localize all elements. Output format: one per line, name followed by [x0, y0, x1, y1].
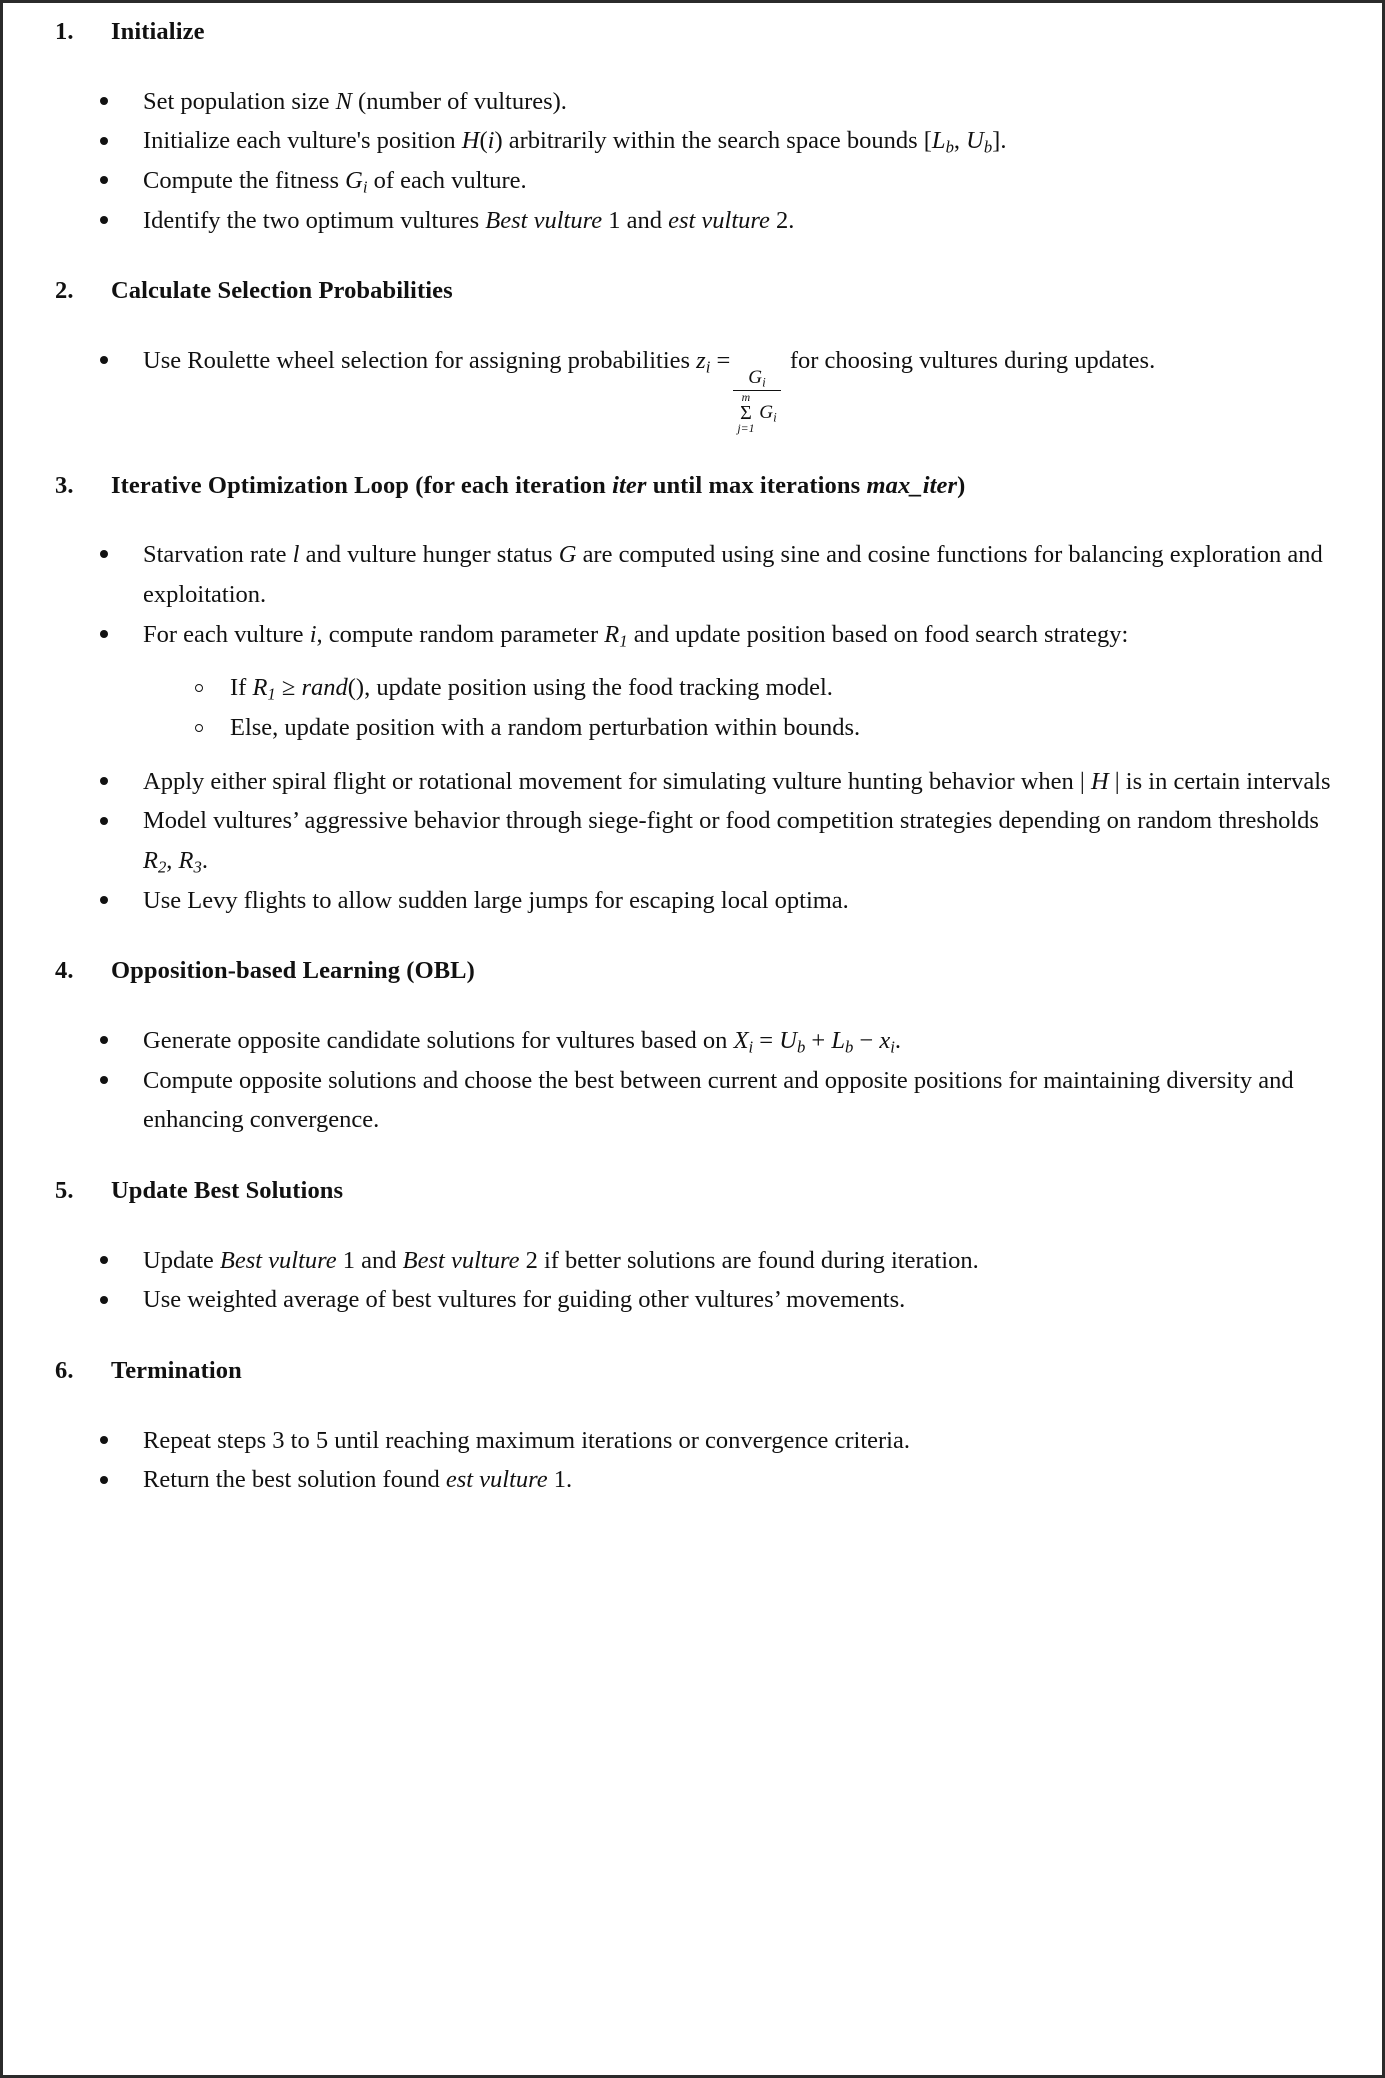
list-item: [55, 708, 1360, 748]
step-2-title: Calculate Selection Probabilities: [111, 277, 453, 305]
step-5-title: Update Best Solutions: [111, 1177, 344, 1205]
step-6-number: 6.: [55, 1357, 74, 1385]
step-3-title: Iterative Optimization Loop (for each iteration iter until max iterations max_iter): [111, 471, 966, 499]
formula-lead: Use Roulette wheel selection for assigning probabilities: [143, 347, 697, 374]
step-1-number: 1.: [55, 18, 74, 45]
sub-bullet-text: Else, update position with a random perturbation within bounds.: [230, 714, 861, 742]
step-4-number: 4.: [55, 957, 74, 985]
step-5-number: 5.: [55, 1177, 74, 1205]
bullet-text: Initialize each vulture's position H(i) arbitrarily within the search space bounds [$L_b$, $U_b$].: [143, 127, 1007, 157]
bullet-dot-icon: [100, 216, 108, 224]
list-item: [55, 201, 1360, 241]
spacer: [55, 240, 1360, 276]
step-5-bullet-list: [55, 1241, 1360, 1320]
spacer: [55, 1207, 1360, 1241]
step-6-heading: [55, 1356, 1360, 1387]
bullet-text: Identify the two optimum vultures Best vulture 1 and est vulture 2.: [143, 206, 795, 234]
step-6-termination: [55, 1356, 1360, 1500]
list-item: [55, 535, 1360, 614]
bullet-dot-icon: [100, 1436, 108, 1444]
step-5-update-best-solutions: [55, 1176, 1360, 1320]
bullet-text: Repeat steps 3 to 5 until reaching maximum iterations or convergence criteria.: [143, 1426, 910, 1454]
list-item: [55, 121, 1360, 161]
bullet-text: Use Roulette wheel selection for assigning probabilities $z_i$ = $G_i$ m Σ j=1 $G_i$ for choosing vultures during updates.: [143, 347, 1156, 435]
bullet-dot-icon: [100, 1476, 108, 1484]
bullet-text: Apply either spiral flight or rotational movement for simulating vulture hunting behavior when | H | is in certain intervals: [143, 767, 1331, 795]
list-item: [55, 668, 1360, 708]
list-item: [55, 1421, 1360, 1461]
bullet-dot-icon: [100, 896, 108, 904]
bullet-text: Set population size N (number of vultures).: [143, 87, 567, 115]
bullet-dot-icon: [100, 356, 108, 364]
list-item: [55, 881, 1360, 921]
spacer: [55, 1140, 1360, 1176]
step-4-opposition-based-learning: [55, 956, 1360, 1140]
list-item: [55, 1061, 1360, 1140]
bullet-text: Use weighted average of best vultures for guiding other vultures’ movements.: [143, 1286, 906, 1314]
spacer: [55, 307, 1360, 341]
step-1-initialize: [55, 17, 1360, 240]
bullet-dot-icon: [100, 1076, 108, 1084]
bullet-text: For each vulture i, compute random parameter $R_1$ and update position based on food search strategy:: [143, 620, 1129, 651]
step-1-heading: [55, 17, 1360, 48]
step-1-bullet-list: [55, 82, 1360, 241]
list-item: [55, 341, 1360, 435]
list-item: [55, 82, 1360, 122]
spacer: [55, 435, 1360, 471]
formula-tail: for choosing vultures during updates.: [783, 347, 1156, 374]
bullet-text: Compute opposite solutions and choose the best between current and opposite positions for maintaining diversity and enhancing convergence.: [143, 1066, 1294, 1134]
bullet-text: Use Levy flights to allow sudden large jumps for escaping local optima.: [143, 886, 849, 914]
bullet-text: Generate opposite candidate solutions for vultures based on $X_i = U_b + L_b - x_i$.: [143, 1027, 902, 1057]
bullet-dot-icon: [100, 550, 108, 558]
sub-bullet-circle-icon: [195, 684, 203, 692]
list-item: [55, 1021, 1360, 1061]
step-4-bullet-list: [55, 1021, 1360, 1140]
bullet-dot-icon: [100, 176, 108, 184]
step-3-heading: [55, 471, 1360, 502]
spacer: [55, 654, 1360, 668]
formula-lhs: $z_i$: [696, 347, 711, 377]
sub-bullet-circle-icon: [195, 724, 203, 732]
step-3-bullet-list: [55, 535, 1360, 654]
step-2-heading: [55, 276, 1360, 307]
spacer: [55, 748, 1360, 762]
bullet-dot-icon: [100, 817, 108, 825]
step-3-number: 3.: [55, 471, 74, 499]
spacer: [55, 48, 1360, 82]
step-1-title: Initialize: [111, 18, 205, 45]
spacer: [55, 1320, 1360, 1356]
step-2-calculate-selection-probabilities: [55, 276, 1360, 434]
list-item: [55, 1241, 1360, 1281]
list-item: [55, 161, 1360, 201]
bullet-text: Update Best vulture 1 and Best vulture 2 if better solutions are found during iteration.: [143, 1246, 979, 1274]
list-item: [55, 1280, 1360, 1320]
bullet-dot-icon: [100, 1296, 108, 1304]
bullet-dot-icon: [100, 777, 108, 785]
step-6-title: Termination: [111, 1357, 242, 1385]
spacer: [55, 920, 1360, 956]
step-3-iterative-optimization-loop: [55, 471, 1360, 921]
spacer: [55, 501, 1360, 535]
step-6-bullet-list: [55, 1421, 1360, 1500]
bullet-text: Model vultures’ aggressive behavior through siege-fight or food competition strategies depending on random thresholds $R_2$, $R_3$.: [143, 807, 1319, 877]
bullet-dot-icon: [100, 1256, 108, 1264]
step-5-heading: [55, 1176, 1360, 1207]
step-2-bullet-list: [55, 341, 1360, 435]
list-item: [55, 1460, 1360, 1500]
bullet-dot-icon: [100, 1036, 108, 1044]
fraction-denominator: m Σ j=1 $G_i$: [737, 389, 777, 435]
step-3-sub-bullet-list: [55, 668, 1360, 747]
step-2-number: 2.: [55, 277, 74, 305]
bullet-text: Return the best solution found est vulture 1.: [143, 1466, 573, 1494]
list-item: [55, 615, 1360, 655]
bullet-dot-icon: [100, 137, 108, 145]
bullet-text: Compute the fitness $G_i$ of each vulture.: [143, 167, 527, 197]
step-3-bullet-list-continued: [55, 762, 1360, 921]
page-content: [3, 3, 1382, 1510]
step-4-heading: [55, 956, 1360, 987]
bullet-dot-icon: [100, 97, 108, 105]
list-item: [55, 801, 1360, 880]
step-4-title: Opposition-based Learning (OBL): [111, 957, 475, 985]
probability-fraction: [733, 368, 780, 435]
spacer: [55, 987, 1360, 1021]
bullet-text: Starvation rate l and vulture hunger status G are computed using sine and cosine functions for balancing exploration and exploitation.: [143, 541, 1323, 608]
bullet-dot-icon: [100, 630, 108, 638]
sub-bullet-text: If $R_1$ ≥ rand(), update position using the food tracking model.: [230, 674, 833, 704]
fraction-numerator: $G_i$: [748, 366, 766, 390]
list-item: [55, 762, 1360, 802]
spacer: [55, 1387, 1360, 1421]
